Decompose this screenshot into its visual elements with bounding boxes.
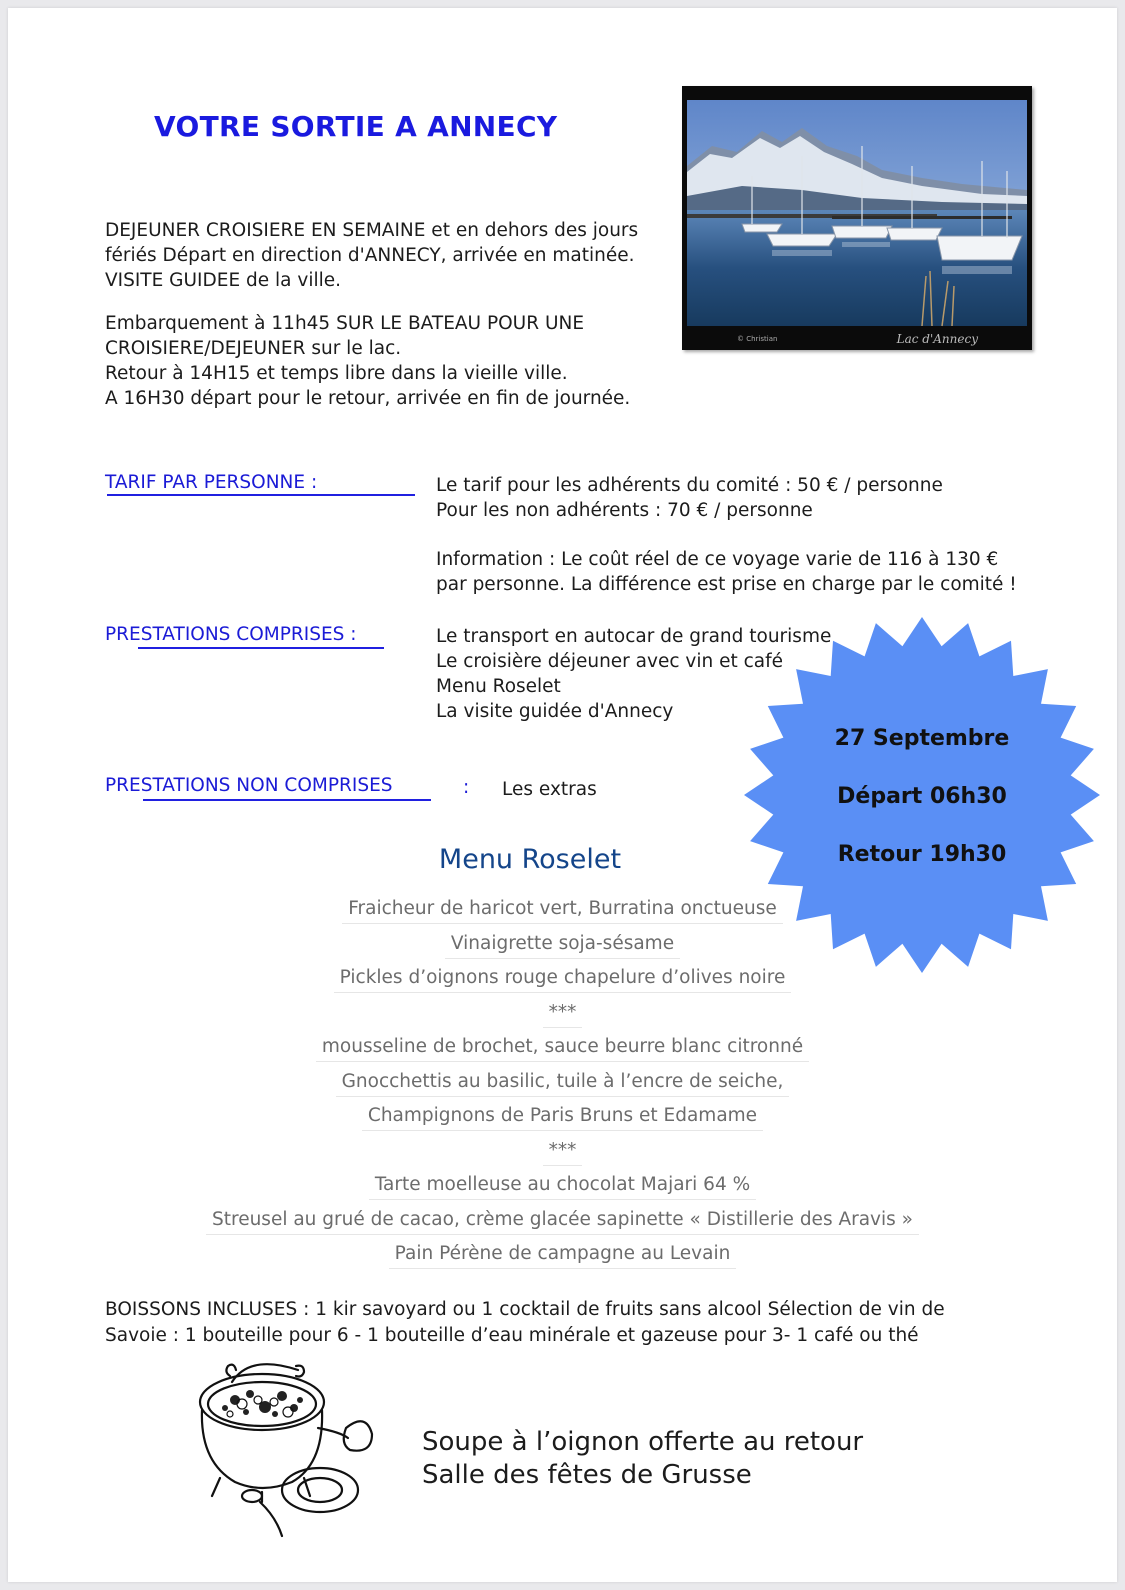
menu-item-text: Champignons de Paris Bruns et Edamame <box>362 1103 763 1131</box>
tarif-info <box>436 547 1017 597</box>
boissons-line: Savoie : 1 bouteille pour 6 - 1 bouteille d’eau minérale et gazeuse pour 3- 1 café ou thé <box>105 1325 919 1346</box>
intro-paragraph-1 <box>105 218 705 293</box>
menu-item <box>0 1103 1125 1131</box>
menu-item <box>0 1034 1125 1062</box>
photo-credit: © Christian <box>737 335 778 343</box>
menu-item <box>0 1207 1125 1235</box>
soup-pot-illustration <box>190 1352 380 1542</box>
soupe-block <box>422 1426 942 1492</box>
badge-retour: Retour 19h30 <box>837 842 1007 867</box>
menu-item-text: Pickles d’oignons rouge chapelure d’olives noire <box>334 965 792 993</box>
prestations-underline <box>138 647 384 649</box>
badge-date: 27 Septembre <box>834 726 1010 751</box>
menu-separator <box>0 1000 1125 1028</box>
prestation-item: Menu Roselet <box>436 676 561 697</box>
menu-item-text: Tarte moelleuse au chocolat Majari 64 % <box>369 1172 756 1200</box>
tarif-info-line: par personne. La différence est prise en charge par le comité ! <box>436 574 1017 595</box>
menu-item-text: Fraicheur de haricot vert, Burratina onctueuse <box>342 896 783 924</box>
prestation-item: La visite guidée d'Annecy <box>436 701 674 722</box>
intro-line: Embarquement à 11h45 SUR LE BATEAU POUR UNE <box>105 313 585 334</box>
tarif-lines <box>436 473 943 523</box>
soupe-line: Salle des fêtes de Grusse <box>422 1460 752 1490</box>
tarif-line: Pour les non adhérents : 70 € / personne <box>436 500 813 521</box>
prestation-item: Le croisière déjeuner avec vin et café <box>436 651 783 672</box>
non-comprises-underline <box>143 799 431 801</box>
page-title: VOTRE SORTIE A ANNECY <box>154 110 558 143</box>
intro-line: CROISIERE/DEJEUNER sur le lac. <box>105 338 402 359</box>
tarif-label: TARIF PAR PERSONNE : <box>105 472 318 493</box>
menu-title: Menu Roselet <box>438 844 622 875</box>
tarif-line: Le tarif pour les adhérents du comité : 50 € / personne <box>436 475 943 496</box>
non-comprises-colon: : <box>463 777 470 798</box>
menu-separator <box>0 1138 1125 1166</box>
menu-item <box>0 1241 1125 1269</box>
tarif-info-line: Information : Le coût réel de ce voyage varie de 116 à 130 € <box>436 549 999 570</box>
menu-item-text: *** <box>543 1138 583 1166</box>
intro-text-1: DEJEUNER CROISIERE EN SEMAINE et en dehors des jours fériés Départ en direction d'ANNECY, arrivée en matinée. VISITE GUIDEE de la ville. <box>105 220 639 291</box>
menu-item-text: Gnocchettis au basilic, tuile à l’encre de seiche, <box>336 1069 790 1097</box>
intro-line: Retour à 14H15 et temps libre dans la vieille ville. <box>105 363 568 384</box>
menu-item <box>0 1172 1125 1200</box>
prestations-label: PRESTATIONS COMPRISES : <box>105 624 357 645</box>
prestation-item: Le transport en autocar de grand tourisme <box>436 626 832 647</box>
menu-item-text: *** <box>543 1000 583 1028</box>
menu-item-text: Pain Pérène de campagne au Levain <box>389 1241 737 1269</box>
badge-depart: Départ 06h30 <box>837 784 1007 809</box>
soupe-line: Soupe à l’oignon offerte au retour <box>422 1427 864 1457</box>
intro-paragraph-2 <box>105 311 705 411</box>
menu-item-text: Streusel au grué de cacao, crème glacée sapinette « Distillerie des Aravis » <box>206 1207 919 1235</box>
boissons-block <box>105 1297 1025 1349</box>
intro-line: A 16H30 départ pour le retour, arrivée en fin de journée. <box>105 388 631 409</box>
non-comprises-value: Les extras <box>502 779 597 800</box>
non-comprises-label: PRESTATIONS NON COMPRISES <box>105 775 393 796</box>
menu-item <box>0 965 1125 993</box>
lake-photo <box>682 86 1032 350</box>
menu-item <box>0 896 1125 924</box>
lake-photo-image <box>682 86 1032 350</box>
soup-pot-icon <box>190 1352 380 1542</box>
menu-item <box>0 1069 1125 1097</box>
menu-item-text: Vinaigrette soja-sésame <box>445 931 680 959</box>
menu-item <box>0 931 1125 959</box>
boissons-line: BOISSONS INCLUSES : 1 kir savoyard ou 1 cocktail de fruits sans alcool Sélection de vin de <box>105 1299 945 1320</box>
menu-item-text: mousseline de brochet, sauce beurre blanc citronné <box>316 1034 809 1062</box>
photo-caption: Lac d'Annecy <box>896 332 978 346</box>
tarif-underline <box>107 494 415 496</box>
